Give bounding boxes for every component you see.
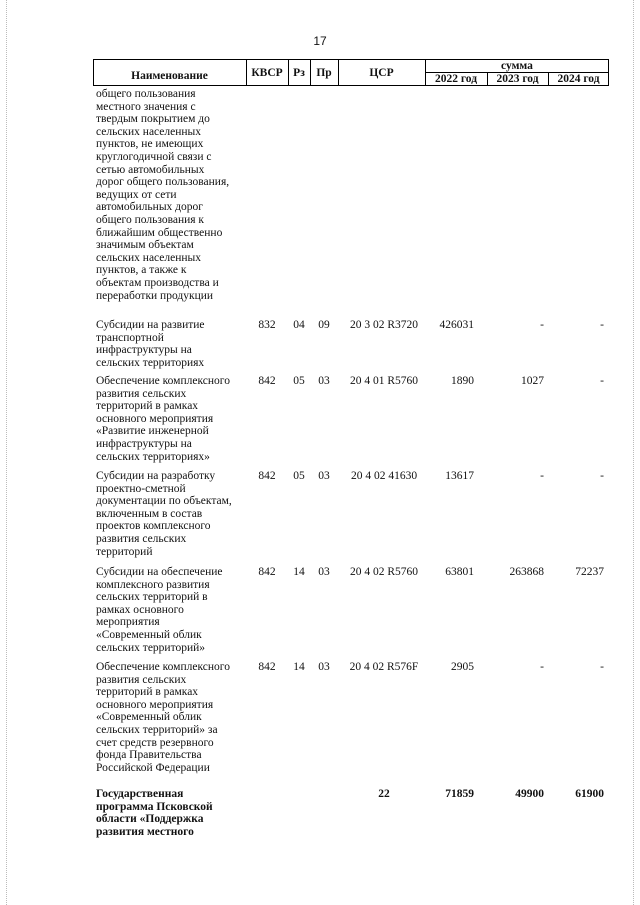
header-pr: Пр <box>316 66 332 79</box>
row-2024: - <box>600 375 604 387</box>
row-2022: 63801 <box>445 566 474 578</box>
row-csr: 22 <box>378 788 390 800</box>
scan-edge-right <box>633 0 634 905</box>
row-rz: 14 <box>293 566 305 578</box>
header-sum: сумма <box>501 59 533 72</box>
row-pr: 03 <box>318 566 330 578</box>
row-csr: 20 4 01 R5760 <box>349 375 419 387</box>
row-2022: 71859 <box>445 788 474 800</box>
row-2023: - <box>540 319 544 331</box>
header-year-2023: 2023 год <box>496 73 539 85</box>
header-year-2024: 2024 год <box>557 73 600 85</box>
row-name: Субсидии на развитие транспортной инфраструктуры на сельских территориях <box>96 319 205 369</box>
row-name: Обеспечение комплексного развития сельских территорий в рамках основного мероприятия «Современный облик сельских территорий» за счет средств резервного фонда Правительства Российской Федерации <box>96 661 230 774</box>
row-name: Обеспечение комплексного развития сельских территорий в рамках основного мероприятия «Развитие инженерной инфраструктуры на сельских территориях» <box>96 375 230 463</box>
row-csr: 20 4 02 41630 <box>350 470 418 482</box>
page-number: 17 <box>313 34 327 48</box>
row-2022: 2905 <box>451 661 474 673</box>
row-2024: 61900 <box>575 788 604 800</box>
row-rz: 05 <box>293 375 305 387</box>
header-rz: Рз <box>293 66 305 79</box>
row-2024: 72237 <box>575 566 604 578</box>
table-header <box>93 59 609 86</box>
row-kvsr: 832 <box>258 319 276 331</box>
row-2023: 1027 <box>521 375 544 387</box>
header-kvsr: КВСР <box>251 66 283 79</box>
row-kvsr: 842 <box>258 375 276 387</box>
row-name: Субсидии на разработку проектно-сметной документации по объектам, включенным в состав проектов комплексного развития сельских территорий <box>96 470 232 558</box>
row-pr: 03 <box>318 661 330 673</box>
row-2022: 13617 <box>445 470 474 482</box>
header-year-2022: 2022 год <box>434 73 478 85</box>
header-csr: ЦСР <box>369 66 394 79</box>
row-name: Субсидии на обеспечение комплексного развития сельских территорий в рамках основного мероприятия «Современный облик сельских территорий» <box>96 566 223 654</box>
row-2023: - <box>540 470 544 482</box>
row-rz: 05 <box>293 470 305 482</box>
row-2022: 1890 <box>451 375 474 387</box>
row-csr: 20 4 02 R576F <box>349 661 419 673</box>
row-pr: 09 <box>318 319 330 331</box>
row-2024: - <box>600 661 604 673</box>
header-name: Наименование <box>131 69 208 82</box>
row-csr: 20 4 02 R5760 <box>349 566 419 578</box>
row-kvsr: 842 <box>258 566 276 578</box>
row-kvsr: 842 <box>258 661 276 673</box>
row-csr: 20 3 02 R3720 <box>349 319 419 331</box>
row-2022: 426031 <box>439 319 474 331</box>
row-name: общего пользования местного значения с твердым покрытием до сельских населенных пунктов, не имеющих круглогодичной связи с сетью автомобильных дорог общего пользования, ведущих от сети автомобильных дорог общего пользования к ближайшим общественно значимым объектам сельских населенных пунктов, а также к объектам производства и переработки продукции <box>96 88 230 302</box>
row-kvsr: 842 <box>258 470 276 482</box>
row-pr: 03 <box>318 375 330 387</box>
row-name: Государственная программа Псковской области «Поддержка развития местного <box>96 788 213 838</box>
row-rz: 04 <box>293 319 305 331</box>
row-2023: 49900 <box>515 788 544 800</box>
row-2024: - <box>600 470 604 482</box>
scan-edge-left <box>6 0 7 905</box>
row-rz: 14 <box>293 661 305 673</box>
row-pr: 03 <box>318 470 330 482</box>
row-2024: - <box>600 319 604 331</box>
row-2023: 263868 <box>509 566 544 578</box>
row-2023: - <box>540 661 544 673</box>
